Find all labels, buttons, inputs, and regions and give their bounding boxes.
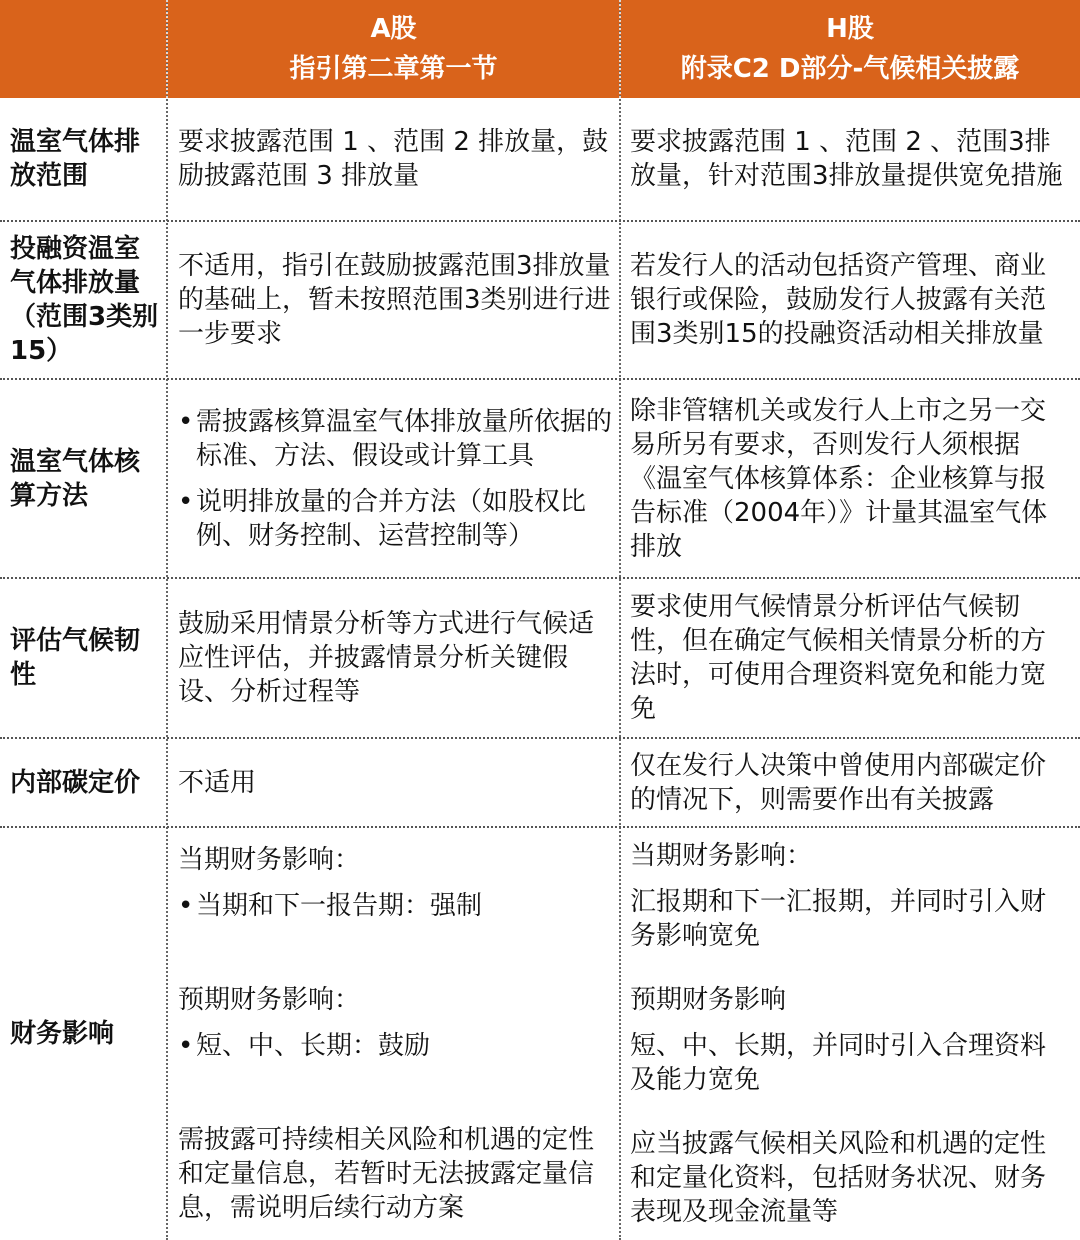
h-share-cell [630,222,1070,378]
expected-impact-text: 短、中、长期，并同时引入合理资料及能力宽免 [630,1031,1047,1095]
bullet-dot: • [178,1031,194,1061]
current-impact-title: 当期财务影响： [178,845,361,875]
bullet-dot: • [178,406,194,437]
table-header [0,0,1080,98]
bullet-item [178,889,613,923]
table-row [0,98,1080,222]
a-share-cell [178,380,613,577]
bullet-item [178,405,613,473]
header-corner-cell [0,0,167,98]
bullet-dot: • [178,486,194,517]
a-share-cell [178,222,613,378]
table-row [0,739,1080,828]
table-row [0,579,1080,739]
cell-text: 要求披露范围 1 、范围 2 排放量，鼓励披露范围 3 排放量 [178,127,609,191]
table-row [0,222,1080,380]
a-share-cell [178,579,613,737]
header-divider [619,0,621,98]
header-divider [166,0,168,98]
current-impact-title: 当期财务影响： [630,841,813,871]
cell-text: 仅在发行人决策中曾使用内部碳定价的情况下，则需要作出有关披露 [630,750,1047,815]
cell-text: 若发行人的活动包括资产管理、商业银行或保险，鼓励发行人披露有关范围3类别15的投融资活动相关排放量 [630,251,1047,349]
bullet-dot: • [178,891,194,921]
bullet-item [178,1029,613,1063]
cell-text: 不适用，指引在鼓励披露范围3排放量的基础上，暂未按照范围3类别进行进一步要求 [178,251,611,349]
disclosure-note: 需披露可持续相关风险和机遇的定性和定量信息，若暂时无法披露定量信息，需说明后续行动方案 [178,1125,595,1223]
h-share-cell [630,98,1070,220]
bullet-text: 说明排放量的合并方法（如股权比例、财务控制、运营控制等） [196,486,587,551]
cell-text: 要求披露范围 1 、范围 2 、范围3排放量，针对范围3排放量提供宽免措施 [630,127,1063,191]
bullet-text: 需披露核算温室气体排放量所依据的标准、方法、假设或计算工具 [196,406,613,471]
table-row [0,828,1080,1240]
cell-text: 鼓励采用情景分析等方式进行气候适应性评估，并披露情景分析关键假设、分析过程等 [178,609,595,707]
header-a-share [168,0,619,98]
row-label: 温室气体核算方法 [10,446,141,511]
table-row [0,380,1080,579]
row-label: 内部碳定价 [10,767,141,798]
current-impact-text: 汇报期和下一汇报期，并同时引入财务影响宽免 [630,887,1047,951]
header-h-share [620,0,1080,98]
row-label: 评估气候韧性 [10,626,141,690]
bullet-text: 当期和下一报告期：强制 [196,891,483,921]
row-label: 温室气体排放范围 [10,127,141,191]
bullet-item [178,485,613,553]
header-h-subtitle: 附录C2 D部分-气候相关披露 [680,54,1020,84]
cell-text: 不适用 [178,767,257,798]
disclosure-note: 应当披露气候相关风险和机遇的定性和定量化资料，包括财务状况、财务表现及现金流量等 [630,1129,1047,1227]
h-share-cell [630,828,1070,1240]
header-a-subtitle: 指引第二章第一节 [289,54,498,84]
a-share-cell [178,739,613,826]
bullet-text: 短、中、长期：鼓励 [196,1031,431,1061]
h-share-cell [630,739,1070,826]
header-h-title: H股 [826,14,874,44]
header-a-title: A股 [370,14,417,44]
cell-text: 要求使用气候情景分析评估气候韧性，但在确定气候相关情景分析的方法时，可使用合理资料宽免和能力宽免 [630,592,1047,724]
expected-impact-title: 预期财务影响： [178,985,361,1015]
row-label: 投融资温室气体排放量（范围3类别15） [10,234,159,366]
a-share-cell [178,828,613,1240]
h-share-cell [630,579,1070,737]
cell-text: 除非管辖机关或发行人上市之另一交易所另有要求，否则发行人须根据《温室气体核算体系：企业核算与报告标准（2004年）》计量其温室气体排放 [630,395,1048,562]
row-label: 财务影响 [10,1019,115,1049]
expected-impact-title: 预期财务影响 [630,985,787,1015]
h-share-cell [630,380,1070,577]
a-share-cell [178,98,613,220]
